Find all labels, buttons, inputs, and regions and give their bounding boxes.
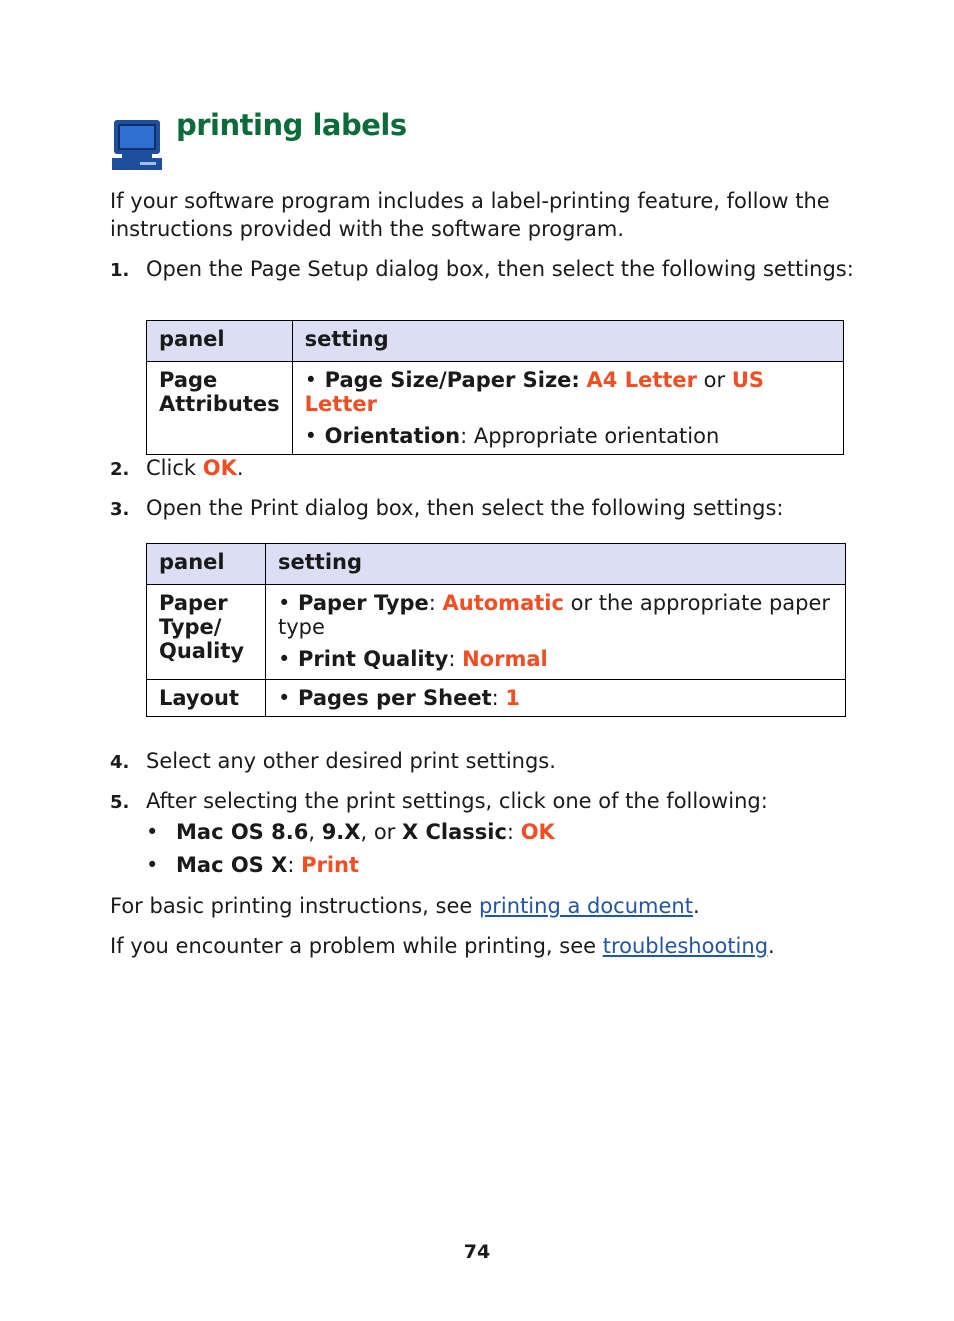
step-text: .	[236, 456, 244, 480]
setting-bullet	[305, 424, 831, 448]
line-text: .	[692, 894, 700, 918]
panel-cell	[147, 585, 266, 680]
page-number: 74	[463, 1241, 491, 1263]
print-dialog-table	[146, 543, 846, 717]
button-label: OK	[520, 820, 555, 844]
step-number: 2.	[110, 459, 130, 480]
bullet-glyph: •	[146, 820, 159, 844]
setting-label: Page Size/Paper Size:	[324, 368, 580, 392]
sep-text: ,	[308, 820, 322, 844]
step-1	[110, 255, 854, 285]
setting-label: Paper Type	[298, 591, 429, 615]
setting-cell	[266, 680, 846, 717]
header-panel: panel	[147, 321, 293, 362]
panel-cell: Layout	[147, 680, 266, 717]
panel-line: Paper	[159, 591, 228, 615]
line-text: If you encounter a problem while printing, see	[110, 934, 603, 958]
os-label: 9.X	[321, 820, 361, 844]
ok-label: OK	[202, 456, 237, 480]
step-number: 1.	[110, 260, 130, 281]
setting-value: US Letter	[304, 368, 765, 416]
panel-line: Type/	[159, 615, 222, 639]
step-text: After selecting the print settings, click one of the following:	[146, 789, 768, 813]
sep-text: , or	[360, 820, 402, 844]
bullet-glyph: •	[304, 368, 318, 392]
line-text: .	[768, 934, 775, 958]
page-title: printing labels	[176, 108, 407, 142]
setting-text: :	[448, 647, 463, 671]
setting-bullet	[278, 686, 833, 710]
os-label: Mac OS 8.6	[176, 820, 309, 844]
intro-paragraph: If your software program includes a label-printing feature, follow the instructions provided with the software program.	[110, 189, 830, 241]
setting-value: Automatic	[442, 591, 564, 615]
bullet-glyph: •	[278, 647, 291, 671]
setting-cell	[292, 362, 843, 455]
page-setup-table	[146, 320, 844, 455]
header-setting: setting	[266, 544, 846, 585]
setting-bullet	[305, 368, 831, 416]
bullet-glyph: •	[304, 424, 318, 448]
setting-text: or the appropriate paper type	[278, 591, 831, 639]
panel-line: Quality	[159, 639, 245, 663]
header-panel: panel	[147, 544, 266, 585]
step-number: 3.	[110, 499, 130, 520]
setting-value: 1	[505, 686, 521, 710]
setting-cell	[266, 585, 846, 680]
step-text: Open the Print dialog box, then select the following settings:	[146, 496, 784, 520]
step-number: 5.	[110, 792, 130, 813]
bullet-glyph: •	[278, 591, 291, 615]
sub-bullet-os9	[146, 820, 555, 844]
os-label: X Classic	[401, 820, 507, 844]
bullet-glyph: •	[146, 853, 159, 877]
step-4	[110, 747, 556, 777]
setting-text: : Appropriate orientation	[460, 424, 720, 448]
setting-text: :	[491, 686, 506, 710]
setting-value: Normal	[462, 647, 548, 671]
step-text: Open the Page Setup dialog box, then select the following settings:	[146, 257, 854, 281]
os-label: Mac OS X	[176, 853, 288, 877]
troubleshooting-line	[110, 932, 775, 960]
setting-label: Orientation	[324, 424, 461, 448]
panel-cell	[147, 362, 293, 455]
troubleshooting-link[interactable]: troubleshooting	[602, 934, 769, 958]
sub-bullet-osx	[146, 853, 359, 877]
sep-text: :	[506, 820, 521, 844]
header-setting: setting	[292, 321, 843, 362]
button-label: Print	[301, 853, 360, 877]
setting-bullet	[278, 591, 833, 639]
setting-label: Print Quality	[298, 647, 449, 671]
sep-text: :	[287, 853, 302, 877]
panel-line: Page	[159, 368, 218, 392]
printing-a-document-link[interactable]: printing a document	[478, 894, 693, 918]
setting-label: Pages per Sheet	[298, 686, 492, 710]
step-number: 4.	[110, 752, 130, 773]
step-text: Select any other desired print settings.	[146, 749, 556, 773]
panel-line: Attributes	[159, 392, 280, 416]
bullet-glyph: •	[278, 686, 291, 710]
step-text: Click	[146, 456, 203, 480]
setting-text: or	[697, 368, 732, 392]
setting-bullet	[278, 647, 833, 671]
step-5	[110, 787, 768, 817]
step-2	[110, 454, 244, 484]
basic-instructions-line	[110, 892, 700, 920]
step-3	[110, 494, 783, 524]
setting-text: :	[428, 591, 443, 615]
computer-icon	[110, 118, 164, 172]
line-text: For basic printing instructions, see	[110, 894, 479, 918]
setting-value: A4 Letter	[586, 368, 697, 392]
